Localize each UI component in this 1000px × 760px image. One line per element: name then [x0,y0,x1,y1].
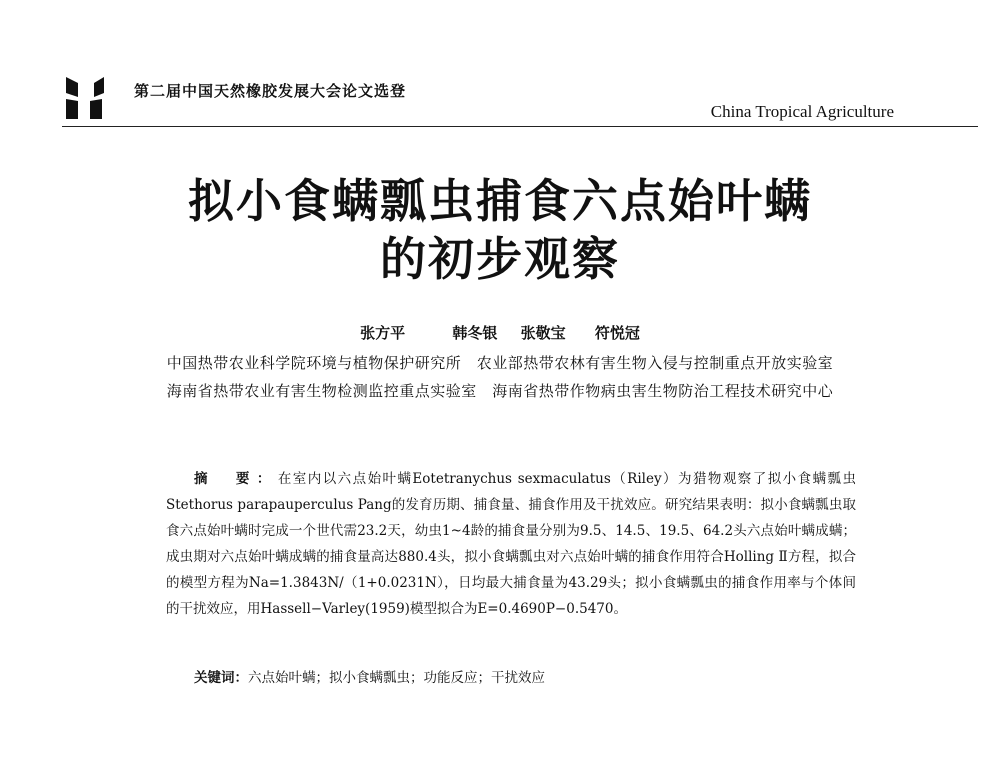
author: 韩冬银 [452,324,498,342]
title-line-1: 拟小食螨瓢虫捕食六点始叶螨 [188,174,812,228]
abstract-label: 摘 要： [194,471,278,487]
author: 张敬宝 [520,324,566,342]
header-divider [62,126,978,127]
keywords-text: 六点始叶螨；拟小食螨瓢虫；功能反应；干扰效应 [248,670,545,686]
affiliation-line-2: 海南省热带农业有害生物检测监控重点实验室 海南省热带作物病虫害生物防治工程技术研究中心 [166,382,834,400]
keywords-label: 关键词： [194,670,248,686]
keywords [194,666,545,686]
title-line-2: 的初步观察 [380,232,620,286]
series-title: 第二届中国天然橡胶发展大会论文选登 [134,82,407,100]
abstract-text: 在室内以六点始叶螨Eotetranychus sexmaculatus（Riley）为猎物观察了拟小食螨瓢虫Stethorus parapauperculus Pang的发育历期、捕食量、捕食作用及干扰效应。研究结果表明：拟小食螨瓢虫取食六点始叶螨时完成一个世代需23.2天，幼虫1~4龄的捕食量分别为9.5、14.5、19.5、64.2头六点始叶螨成螨；成虫期对六点始叶螨成螨的捕食量高达880.4头，拟小食螨瓢虫对六点始叶螨的捕食作用符合Holling Ⅱ方程，拟合的模型方程为Na=1.3843N/（1+0.0231N），日均最大捕食量为43.29头；拟小食螨瓢虫的捕食作用率与个体间的干扰效应，用Hassell−Varley(1959)模型拟合为E=0.4690P−0.5470。 [166,471,857,617]
journal-logo-icon [64,75,110,121]
author: 张方平 [360,324,406,342]
author: 符悦冠 [594,324,640,342]
paper-title [0,172,1000,288]
journal-name: China Tropical Agriculture [710,102,894,121]
author-list [0,322,1000,343]
abstract [166,466,856,622]
affiliation-line-1: 中国热带农业科学院环境与植物保护研究所 农业部热带农林有害生物入侵与控制重点开放实验室 [166,354,834,372]
